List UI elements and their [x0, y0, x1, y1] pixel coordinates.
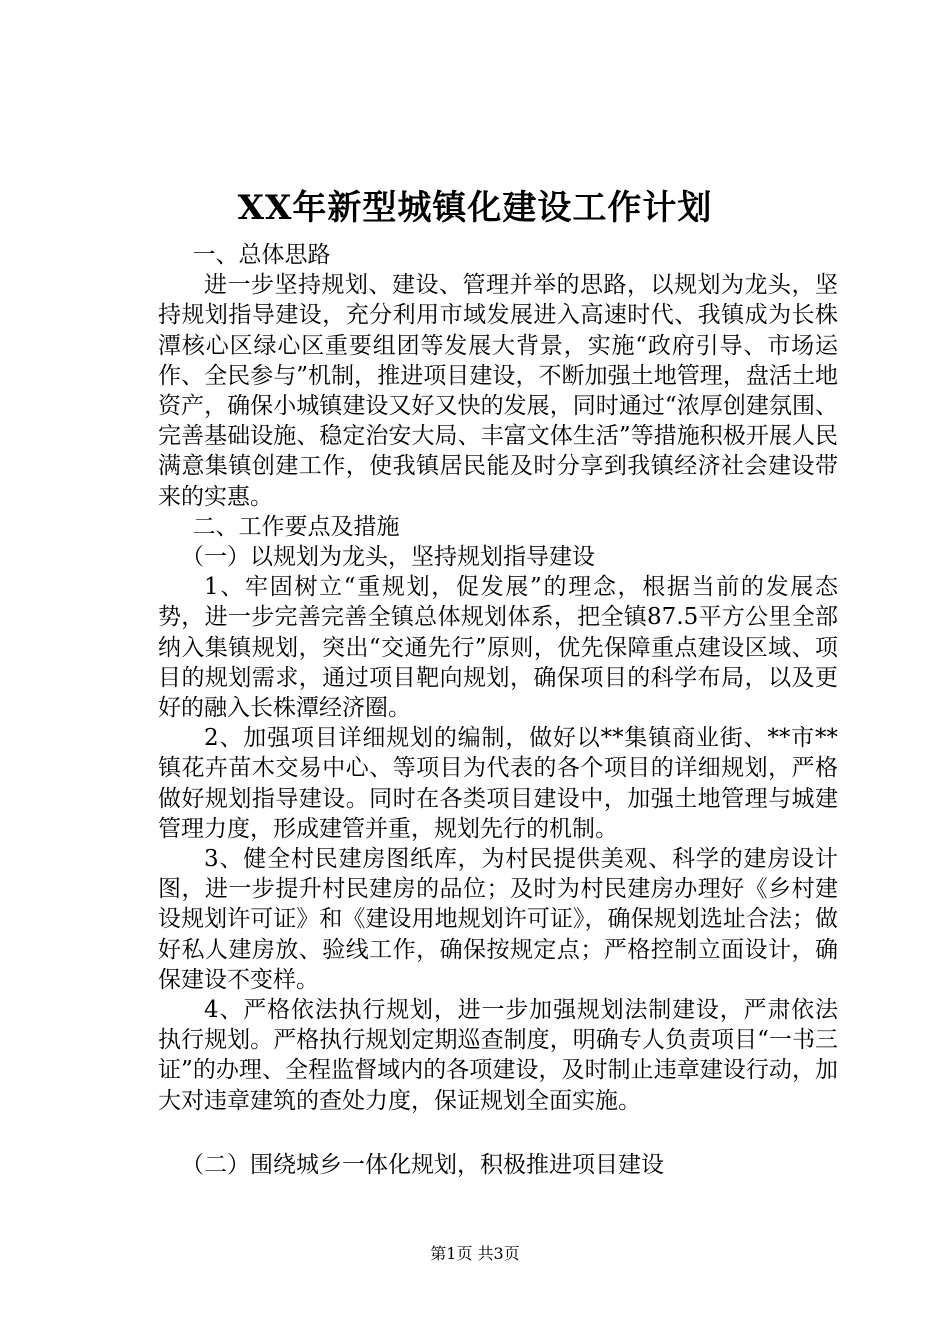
paragraph-item-4: 4、严格依法执行规划，进一步加强规划法制建设，严肃依法执行规划。严格执行规划定期巡查制度，明确专人负责项目“一书三证”的办理、全程监督域内的各项建设，及时制止违章建设行动，加大对违章建筑的查处力度，保证规划全面实施。 [158, 997, 838, 1114]
paragraph-item-2: 2、加强项目详细规划的编制，做好以**集镇商业街、**市**镇花卉苗木交易中心、等项目为代表的各个项目的详细规划，严格做好规划指导建设。同时在各类项目建设中，加强土地管理与城建管理力度，形成建管并重，规划先行的机制。 [158, 725, 838, 842]
page-number-footer: 第1页 共3页 [430, 1244, 520, 1263]
paragraph-item-1: 1、牢固树立“重规划，促发展”的理念，根据当前的发展态势，进一步完善完善全镇总体规划体系，把全镇87.5平方公里全部纳入集镇规划，突出“交通先行”原则，优先保障重点建设区域、项目的规划需求，通过项目靶向规划，确保项目的科学布局，以及更好的融入长株潭经济圈。 [158, 574, 838, 722]
subsection-heading-projects: （二）围绕城乡一体化规划，积极推进项目建设 [181, 1151, 664, 1178]
subsection-heading-planning: （一）以规划为龙头，坚持规划指导建设 [181, 544, 595, 571]
paragraph-overall-approach: 进一步坚持规划、建设、管理并举的思路，以规划为龙头，坚持规划指导建设，充分利用市域发展进入高速时代、我镇成为长株潭核心区绿心区重要组团等发展大背景，实施“政府引导、市场运作、全民参与”机制，推进项目建设，不断加强土地管理，盘活土地资产，确保小城镇建设又好又快的发展，同时通过“浓厚创建氛围、完善基础设施、稳定治安大局、丰富文体生活”等措施积极开展人民满意集镇创建工作，使我镇居民能及时分享到我镇经济社会建设带来的实惠。 [158, 272, 838, 510]
section-heading-overall-approach: 一、总体思路 [192, 242, 331, 268]
section-heading-work-points: 二、工作要点及措施 [192, 513, 400, 540]
document-title: XX年新型城镇化建设工作计划 [237, 188, 713, 228]
paragraph-item-3: 3、健全村民建房图纸库，为村民提供美观、科学的建房设计图，进一步提升村民建房的品位；及时为村民建房办理好《乡村建设规划许可证》和《建设用地规划许可证》，确保规划选址合法；做好私人建房放、验线工作，确保按规定点；严格控制立面设计，确保建设不变样。 [158, 846, 838, 993]
document-body [158, 240, 838, 1180]
